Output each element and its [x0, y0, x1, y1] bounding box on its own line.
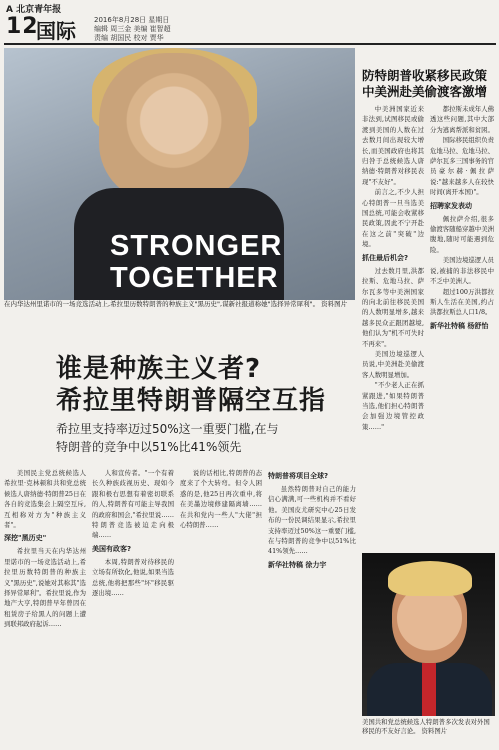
- main-subhead-4: 特朗普将项目全球?: [268, 472, 329, 480]
- right-col-1: [362, 104, 424, 432]
- right-headline: 防特朗普收紧移民政策 中美洲赴美偷渡客激增: [362, 68, 488, 99]
- photo-face: [99, 53, 249, 203]
- main-deck-line1: 希拉里支持率迈过50%这一重要门槛,在与: [56, 422, 279, 436]
- trump-photo: [362, 553, 495, 716]
- right-col-2: [430, 104, 494, 334]
- main-subhead-1: 深挖"黑历史": [4, 534, 47, 543]
- page-number: 12: [6, 14, 39, 39]
- right-col2b-p3: 超过100万洪都拉斯人生活在美国,约占洪都拉斯总人口1/8。: [430, 287, 494, 317]
- main-col-1: [4, 468, 86, 748]
- main-col3-p1: 说的话相比,特朗普的态度来了个大转弯。但令人困惑的是,他25日再次重申,将在美墨边境修建隔离墙……在共和党内一些人"大佬"担心特朗普……: [180, 469, 262, 530]
- right-col1b-p2: 美国边境巡逻人员说,中美洲赴美偷渡客人数明显增加。: [362, 349, 424, 379]
- page-proof: 责编 胡国民 校对 贾华: [94, 34, 164, 42]
- main-deck-line2: 特朗普的竞争中以51%比41%领先: [56, 440, 242, 454]
- main-col1-p2: 希拉里当天在内华达州里诺市的一场竞选活动上,希拉里历数特朗普的种族主义"黑历史",说她对其称其"选择异常犀利"。希拉里说,作为地产大亨,特朗普早年曾因在租赁房子给黑人的问题上遭到联邦政府起诉……: [4, 547, 86, 629]
- main-col2-p1: 人和宣传者。"一个有着长久种族歧视历史、现如今跟和极右思想有着密切联系的人,特朗普有可能主导我国的政府和国会,"希拉里说……特朗普竞选被迫走向极端……: [92, 469, 174, 540]
- newspaper-logo: A 北京青年报: [6, 5, 62, 15]
- trump-caption: 美国共和党总统候选人特朗普多次发表对外国移民的不友好言论。 资料图片: [362, 718, 490, 735]
- sign-together: TOGETHER: [110, 262, 279, 294]
- right-byline: 新华社特稿 杨舒怡: [430, 321, 489, 330]
- section-title: 国际: [36, 19, 76, 43]
- main-col4-p1: 虽然特朗普对自己的能力信心满满,可一些机构并不看好他。美国皮尤研究中心25日发布的一份民调结果显示,希拉里支持率迈过50%这一重要门槛,在与特朗普的竞争中以51%比41%领先……: [268, 485, 356, 556]
- header-rule: [4, 43, 496, 45]
- right-subhead-2: 招聘家发表动: [430, 201, 472, 210]
- page-editor: 编辑 周三金 美编 崔智超: [94, 25, 171, 33]
- page-date: 2016年8月28日 星期日: [94, 16, 170, 24]
- right-col1b-p1: 过去数月里,洪都拉斯、危地马拉、萨尔瓦多等中美洲国家的向北前往移民美国的人数明显增多,越来越多民众正跟团越境,他们认为"机不可失时不再来"。: [362, 266, 424, 348]
- main-col2-p2: 本周,特朗普对待移民的立场有所软化,他说,如果当选总统,他将把那些"坏"移民驱逐出境……: [92, 557, 174, 598]
- main-col-3: [180, 468, 262, 748]
- right-col2-p2: 国际移民组织负责危地马拉、危地马拉、萨尔瓦多三国事务的官员豪尔赫·佩拉萨说:"越来越多人在较快时间(离开本国)"。: [430, 136, 494, 197]
- main-col-4: [268, 468, 356, 748]
- trump-hair: [388, 561, 472, 596]
- right-col2b-p1: 佩拉萨介绍,很多偷渡客随船穿越中美洲腹地,随时可能遇到危险。: [430, 214, 494, 254]
- trump-tie: [422, 663, 436, 716]
- sign-stronger: STRONGER: [110, 230, 283, 262]
- right-col1-p1: 中美洲国家近来非法到,试图移民或偷渡到美国的人数在过去数月间出现较大增长,而美国政府也将其归咎于总统候选人唐纳德·特朗普对移民表现"不友好"。: [362, 105, 424, 186]
- main-headline: [56, 353, 356, 417]
- right-col1b-p3: "不少老人正在抓紧跟进,"如果特朗普当选,他们担心特朗普会加强边境管控政策……": [362, 381, 424, 431]
- photo-caption: 在内华达州里诺市的一场竞选活动上,希拉里历数特朗普的种族主义"黑历史",谋新社报道称她"选择异常犀利"。 资料图片: [4, 300, 355, 309]
- main-headline-line2: 希拉里特朗普隔空互指: [56, 386, 327, 416]
- main-col1-p1: 美国民主党总统候选人希拉里·克林顿和共和党总统候选人唐纳德·特朗普25日在各自的竞选集会上隔空互斥,互相称对方为"种族主义者"。: [4, 469, 86, 530]
- right-subhead-1: 抓住最后机会?: [362, 253, 409, 262]
- right-col1-p2: 前言之,不少人担心特朗普一旦当选美国总统,可能会收紧移民政策,因此不宁开赴在这之前"突破"边境。: [362, 188, 424, 249]
- main-col-2: [92, 468, 174, 748]
- main-deck: [56, 420, 356, 456]
- main-headline-line1: 谁是种族主义者?: [56, 354, 262, 384]
- main-subhead-2: 美国有政客?: [92, 544, 132, 553]
- right-col2b-p2: 美国边境巡逻人员说,被捕的非法移民中不乏中美洲人。: [430, 256, 494, 286]
- main-byline: 新华社特稿 徐力宇: [268, 560, 327, 569]
- right-col2-p1: 都拉斯未成年人佛透这些问题,其中大部分为逃离帮派和贫困。: [430, 105, 494, 134]
- page-meta: [94, 16, 224, 43]
